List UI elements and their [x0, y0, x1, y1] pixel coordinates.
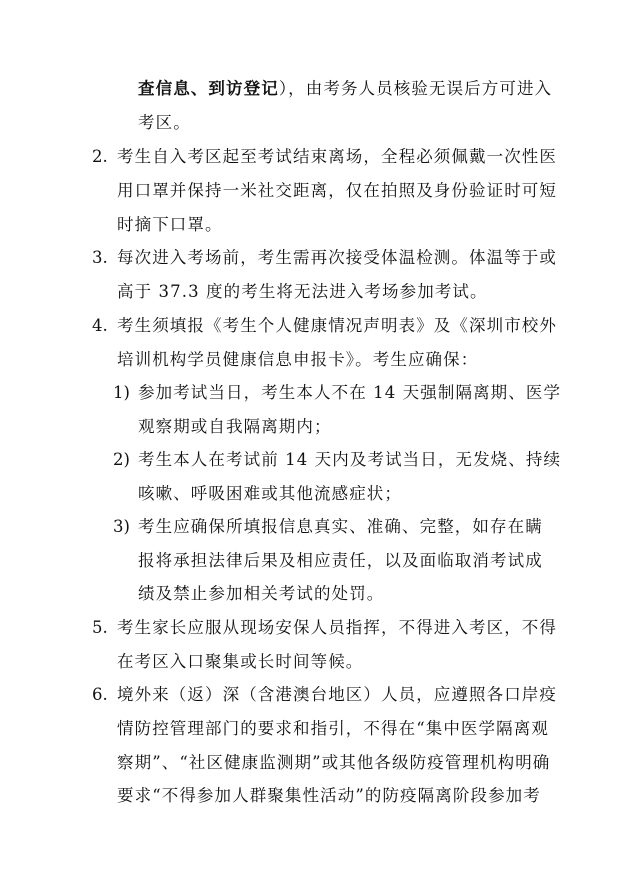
- item-3-number: 3.: [92, 248, 108, 267]
- item-3-line-2: 高于 37.3 度的考生将无法进入考场参加考试。: [117, 282, 488, 301]
- subitem-2-number: 2): [113, 450, 130, 469]
- item-6-line-1: 境外来（返）深（含港澳台地区）人员，应遵照各口岸疫: [117, 685, 557, 704]
- subitem-1-line-2: 观察期或自我隔离期内；: [138, 417, 332, 436]
- item-3-line-1: 每次进入考场前，考生需再次接受体温检测。体温等于或: [117, 248, 557, 267]
- item-2-line-2: 用口罩并保持一米社交距离，仅在拍照及身份验证时可短: [117, 181, 557, 200]
- item-4-number: 4.: [92, 316, 108, 335]
- subitem-1-number: 1): [113, 383, 130, 402]
- subitem-3-line-1: 考生应确保所填报信息真实、准确、完整，如存在瞒: [138, 517, 543, 536]
- item-2-line-1: 考生自入考区起至考试结束离场，全程必须佩戴一次性医: [117, 147, 557, 166]
- item-1-bold-text: 查信息、到访登记: [138, 79, 279, 98]
- item-2-line-3: 时摘下口罩。: [117, 215, 223, 234]
- subitem-2-line-1: 考生本人在考试前 14 天内及考试当日，无发烧、持续: [138, 450, 562, 469]
- subitem-3-number: 3): [113, 517, 130, 536]
- subitem-1-line-1: 参加考试当日，考生本人不在 14 天强制隔离期、医学: [138, 383, 562, 402]
- item-1-continuation-line-2: 考区。: [138, 113, 191, 132]
- item-1-continuation-line-1: [138, 77, 552, 101]
- item-6-line-4: 要求“不得参加人群聚集性活动”的防疫隔离阶段参加考: [117, 786, 541, 805]
- subitem-2-line-2: 咳嗽、呼吸困难或其他流感症状；: [138, 484, 402, 503]
- item-6-number: 6.: [92, 685, 108, 704]
- item-1-rest-text: ），由考务人员核验无误后方可进入: [278, 79, 553, 98]
- subitem-3-line-2: 报将承担法律后果及相应责任，以及面临取消考试成: [138, 551, 543, 570]
- item-5-line-1: 考生家长应服从现场安保人员指挥，不得进入考区，不得: [117, 618, 557, 637]
- item-4-line-1: 考生须填报《考生个人健康情况声明表》及《深圳市校外: [117, 316, 557, 335]
- item-6-line-3: 察期”、“社区健康监测期”或其他各级防疫管理机构明确: [117, 753, 551, 772]
- item-6-line-2: 情防控管理部门的要求和指引，不得在“集中医学隔离观: [117, 719, 549, 738]
- subitem-3-line-3: 绩及禁止参加相关考试的处罚。: [138, 584, 385, 603]
- item-4-line-2: 培训机构学员健康信息申报卡》。考生应确保：: [117, 350, 479, 369]
- item-5-number: 5.: [92, 618, 108, 637]
- item-2-number: 2.: [92, 147, 108, 166]
- item-5-line-2: 在考区入口聚集或长时间等候。: [117, 652, 364, 671]
